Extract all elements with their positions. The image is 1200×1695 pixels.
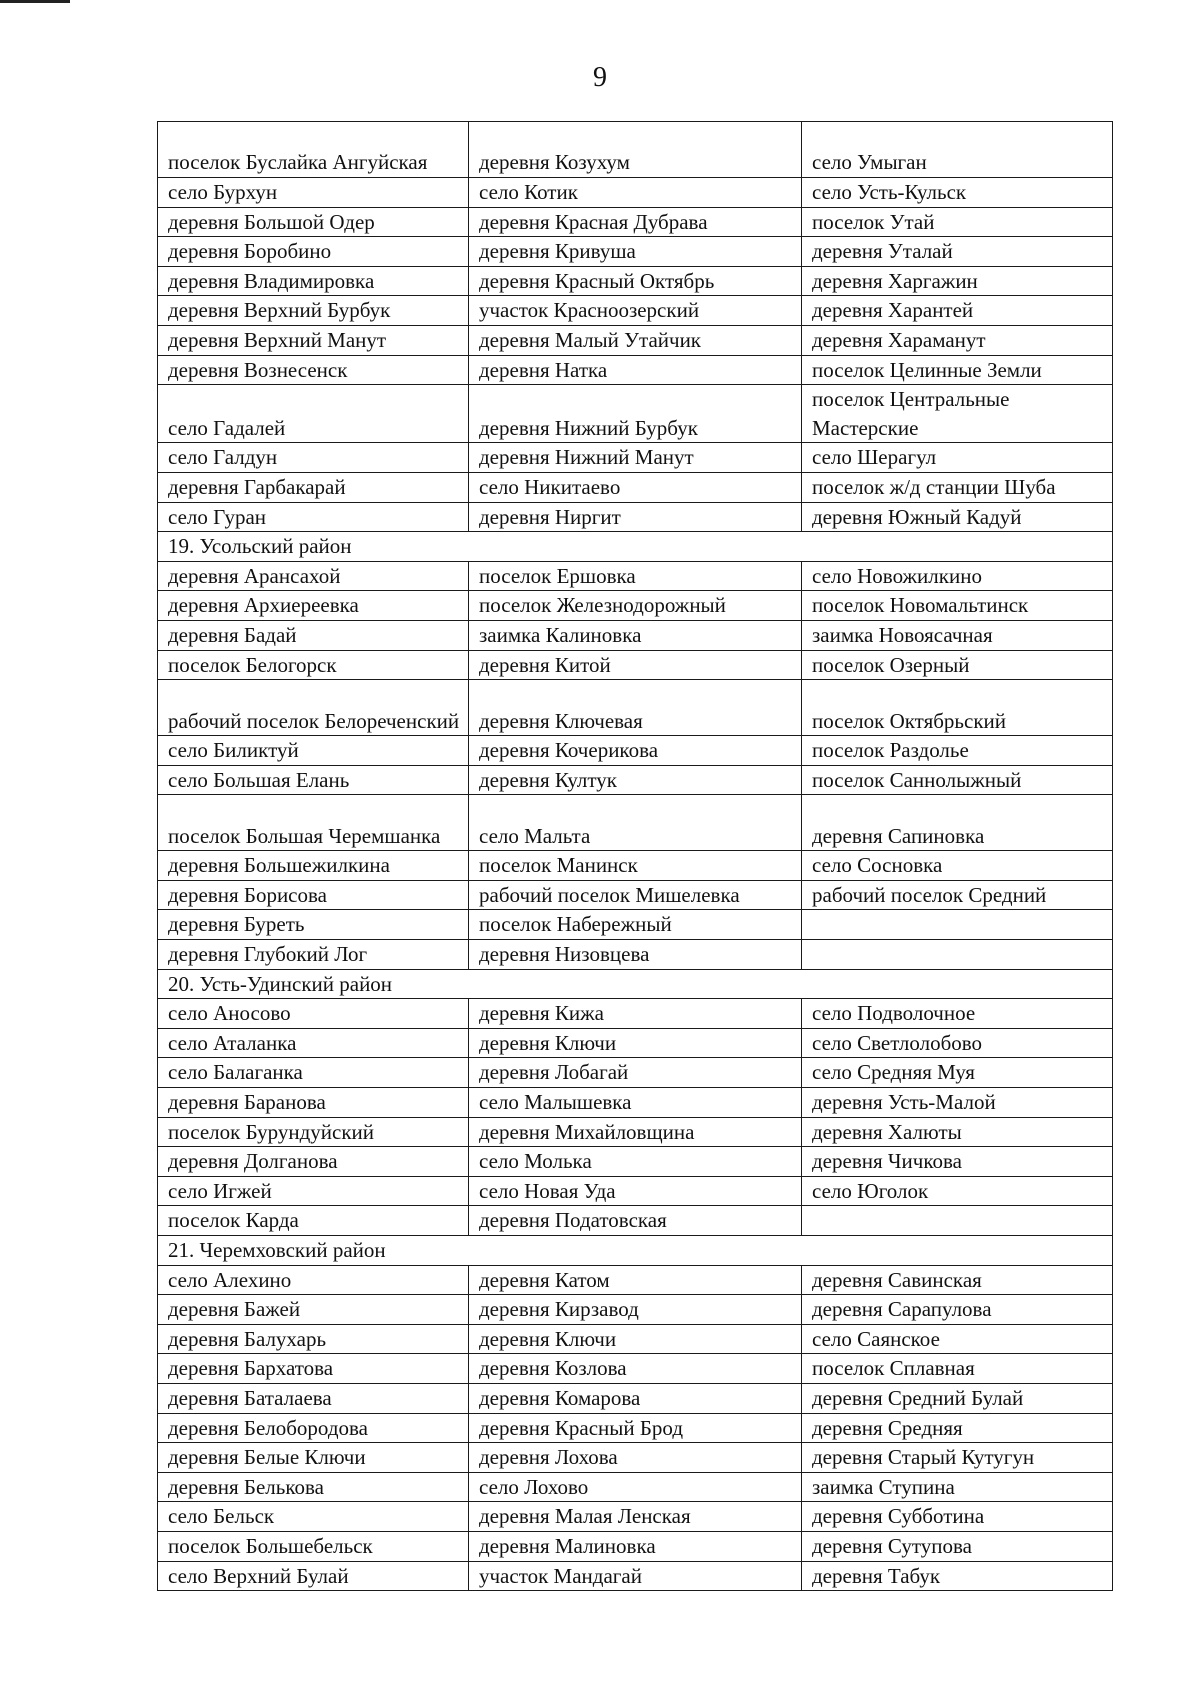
settlement-cell: деревня Бархатова <box>158 1354 469 1384</box>
table-row <box>158 1383 1113 1413</box>
settlement-cell: село Саянское <box>802 1324 1113 1354</box>
table-row <box>158 910 1113 940</box>
table-row <box>158 795 1113 851</box>
settlement-cell: село Игжей <box>158 1176 469 1206</box>
settlement-cell: поселок Новомальтинск <box>802 591 1113 621</box>
settlement-cell: деревня Кижа <box>469 999 802 1029</box>
table-row <box>158 266 1113 296</box>
settlement-cell: поселок Центральные Мастерские <box>802 385 1113 443</box>
settlement-cell: деревня Низовцева <box>469 940 802 970</box>
table-row <box>158 851 1113 881</box>
table-row <box>158 1028 1113 1058</box>
settlement-cell: поселок Ершовка <box>469 561 802 591</box>
settlement-cell: заимка Ступина <box>802 1472 1113 1502</box>
settlement-cell: село Верхний Булай <box>158 1561 469 1591</box>
settlement-cell: деревня Верхний Манут <box>158 325 469 355</box>
settlement-cell: село Аносово <box>158 999 469 1029</box>
settlement-cell: село Бельск <box>158 1502 469 1532</box>
settlement-cell: деревня Комарова <box>469 1383 802 1413</box>
table-row <box>158 765 1113 795</box>
settlement-cell: деревня Лохова <box>469 1443 802 1473</box>
settlement-cell: поселок Сплавная <box>802 1354 1113 1384</box>
settlement-cell: деревня Бадай <box>158 620 469 650</box>
settlement-cell: деревня Белобородова <box>158 1413 469 1443</box>
settlement-cell: деревня Красная Дубрава <box>469 207 802 237</box>
settlement-cell: участок Красноозерский <box>469 296 802 326</box>
table-row <box>158 1502 1113 1532</box>
table-row <box>158 880 1113 910</box>
settlement-cell: поселок Белогорск <box>158 650 469 680</box>
settlement-cell: село Котик <box>469 178 802 208</box>
settlement-cell: село Биликтуй <box>158 736 469 766</box>
table-row <box>158 325 1113 355</box>
settlement-cell: деревня Табук <box>802 1561 1113 1591</box>
settlement-cell: деревня Нижний Бурбук <box>469 385 802 443</box>
settlement-cell: поселок Бурундуйский <box>158 1117 469 1147</box>
table-row <box>158 1443 1113 1473</box>
district-header-row <box>158 1236 1113 1266</box>
settlement-cell: поселок Железнодорожный <box>469 591 802 621</box>
district-header: 19. Усольский район <box>158 532 1113 562</box>
settlement-cell: село Аталанка <box>158 1028 469 1058</box>
settlement-cell: деревня Большой Одер <box>158 207 469 237</box>
settlement-cell: деревня Податовская <box>469 1206 802 1236</box>
settlement-cell: деревня Баранова <box>158 1088 469 1118</box>
settlement-cell: деревня Белькова <box>158 1472 469 1502</box>
settlement-cell: село Средняя Муя <box>802 1058 1113 1088</box>
settlement-cell: деревня Буреть <box>158 910 469 940</box>
settlement-cell: деревня Натка <box>469 355 802 385</box>
table-row <box>158 1295 1113 1325</box>
settlement-cell: деревня Старый Кутугун <box>802 1443 1113 1473</box>
table-row <box>158 1531 1113 1561</box>
settlement-cell: деревня Боробино <box>158 237 469 267</box>
settlement-cell: деревня Сутупова <box>802 1531 1113 1561</box>
settlement-cell: деревня Гарбакарай <box>158 472 469 502</box>
settlement-cell: деревня Сапиновка <box>802 795 1113 851</box>
settlement-cell: село Большая Елань <box>158 765 469 795</box>
settlement-cell: село Балаганка <box>158 1058 469 1088</box>
table-row <box>158 940 1113 970</box>
settlements-table-body <box>158 122 1113 1591</box>
settlement-cell: деревня Красный Октябрь <box>469 266 802 296</box>
settlement-cell: деревня Халюты <box>802 1117 1113 1147</box>
settlement-cell: поселок Буслайка Ангуйская <box>158 122 469 178</box>
settlement-cell: село Гуран <box>158 502 469 532</box>
settlement-cell: деревня Кривуша <box>469 237 802 267</box>
settlement-cell: поселок Октябрьский <box>802 680 1113 736</box>
settlement-cell: поселок Карда <box>158 1206 469 1236</box>
table-row <box>158 472 1113 502</box>
settlements-table <box>157 121 1113 1591</box>
table-row <box>158 1354 1113 1384</box>
settlement-cell: село Сосновка <box>802 851 1113 881</box>
table-row <box>158 1176 1113 1206</box>
settlement-cell: деревня Китой <box>469 650 802 680</box>
table-row <box>158 1058 1113 1088</box>
settlement-cell: село Шерагул <box>802 443 1113 473</box>
settlement-cell: село Бурхун <box>158 178 469 208</box>
table-row <box>158 620 1113 650</box>
table-row <box>158 385 1113 443</box>
scan-edge-mark <box>0 0 70 3</box>
settlement-cell: деревня Ключи <box>469 1028 802 1058</box>
table-row <box>158 1147 1113 1177</box>
settlement-cell: деревня Лобагай <box>469 1058 802 1088</box>
settlement-cell: деревня Малая Ленская <box>469 1502 802 1532</box>
settlement-cell: село Молька <box>469 1147 802 1177</box>
settlement-cell: деревня Катом <box>469 1265 802 1295</box>
settlement-cell: деревня Харантей <box>802 296 1113 326</box>
settlement-cell: деревня Ключевая <box>469 680 802 736</box>
settlement-cell: деревня Ключи <box>469 1324 802 1354</box>
settlement-cell: заимка Калиновка <box>469 620 802 650</box>
table-row <box>158 1324 1113 1354</box>
table-row <box>158 1117 1113 1147</box>
settlement-cell: деревня Усть-Малой <box>802 1088 1113 1118</box>
settlement-cell: поселок Большая Черемшанка <box>158 795 469 851</box>
settlement-cell: поселок Набережный <box>469 910 802 940</box>
settlement-cell: деревня Кирзавод <box>469 1295 802 1325</box>
settlement-cell: село Юголок <box>802 1176 1113 1206</box>
settlement-cell <box>802 910 1113 940</box>
settlement-cell: деревня Красный Брод <box>469 1413 802 1443</box>
settlement-cell: деревня Средний Булай <box>802 1383 1113 1413</box>
settlement-cell: деревня Савинская <box>802 1265 1113 1295</box>
settlement-cell: село Светлолобово <box>802 1028 1113 1058</box>
settlement-cell: деревня Михайловщина <box>469 1117 802 1147</box>
settlement-cell: деревня Владимировка <box>158 266 469 296</box>
table-row <box>158 999 1113 1029</box>
table-row <box>158 178 1113 208</box>
settlement-cell: деревня Борисова <box>158 880 469 910</box>
district-header: 20. Усть-Удинский район <box>158 969 1113 999</box>
settlement-cell: деревня Субботина <box>802 1502 1113 1532</box>
settlement-cell: деревня Долганова <box>158 1147 469 1177</box>
table-row <box>158 736 1113 766</box>
settlement-cell: заимка Новоясачная <box>802 620 1113 650</box>
settlement-cell: деревня Чичкова <box>802 1147 1113 1177</box>
table-row <box>158 650 1113 680</box>
settlement-cell: деревня Малиновка <box>469 1531 802 1561</box>
settlement-cell: деревня Ниргит <box>469 502 802 532</box>
settlement-cell: деревня Белые Ключи <box>158 1443 469 1473</box>
settlement-cell: село Новая Уда <box>469 1176 802 1206</box>
settlement-cell: деревня Архиереевка <box>158 591 469 621</box>
settlement-cell: деревня Баталаева <box>158 1383 469 1413</box>
settlement-cell: село Гадалей <box>158 385 469 443</box>
settlement-cell: поселок Утай <box>802 207 1113 237</box>
table-row <box>158 296 1113 326</box>
settlement-cell: поселок Раздолье <box>802 736 1113 766</box>
settlement-cell: деревня Козухум <box>469 122 802 178</box>
settlement-cell: деревня Култук <box>469 765 802 795</box>
table-row <box>158 1088 1113 1118</box>
district-header-row <box>158 532 1113 562</box>
settlement-cell: деревня Уталай <box>802 237 1113 267</box>
settlement-cell <box>802 1206 1113 1236</box>
settlement-cell: деревня Нижний Манут <box>469 443 802 473</box>
settlement-cell <box>802 940 1113 970</box>
table-row <box>158 122 1113 178</box>
settlement-cell: село Никитаево <box>469 472 802 502</box>
district-header: 21. Черемховский район <box>158 1236 1113 1266</box>
table-row <box>158 680 1113 736</box>
table-row <box>158 1265 1113 1295</box>
settlement-cell: деревня Верхний Бурбук <box>158 296 469 326</box>
settlement-cell: поселок Большебельск <box>158 1531 469 1561</box>
settlement-cell: поселок Целинные Земли <box>802 355 1113 385</box>
table-row <box>158 1206 1113 1236</box>
table-row <box>158 1413 1113 1443</box>
settlement-cell: деревня Сарапулова <box>802 1295 1113 1325</box>
table-row <box>158 1561 1113 1591</box>
settlement-cell: село Подволочное <box>802 999 1113 1029</box>
settlement-cell: село Лохово <box>469 1472 802 1502</box>
settlement-cell: село Галдун <box>158 443 469 473</box>
table-row <box>158 237 1113 267</box>
settlement-cell: поселок Саннолыжный <box>802 765 1113 795</box>
table-row <box>158 561 1113 591</box>
settlement-cell: деревня Балухарь <box>158 1324 469 1354</box>
settlement-cell: деревня Глубокий Лог <box>158 940 469 970</box>
settlement-cell: деревня Харгажин <box>802 266 1113 296</box>
settlement-cell: поселок Манинск <box>469 851 802 881</box>
settlement-cell: деревня Южный Кадуй <box>802 502 1113 532</box>
settlement-cell: поселок Озерный <box>802 650 1113 680</box>
settlement-cell: село Малышевка <box>469 1088 802 1118</box>
settlement-cell: участок Мандагай <box>469 1561 802 1591</box>
settlement-cell: деревня Козлова <box>469 1354 802 1384</box>
settlement-cell: село Умыган <box>802 122 1113 178</box>
table-row <box>158 591 1113 621</box>
table-row <box>158 355 1113 385</box>
settlement-cell: деревня Малый Утайчик <box>469 325 802 355</box>
page-number: 9 <box>593 62 607 93</box>
settlement-cell: деревня Хараманут <box>802 325 1113 355</box>
settlement-cell: рабочий поселок Белореченский <box>158 680 469 736</box>
table-row <box>158 1472 1113 1502</box>
table-row <box>158 443 1113 473</box>
district-header-row <box>158 969 1113 999</box>
table-row <box>158 207 1113 237</box>
settlement-cell: село Алехино <box>158 1265 469 1295</box>
settlement-cell: деревня Бажей <box>158 1295 469 1325</box>
settlement-cell: село Новожилкино <box>802 561 1113 591</box>
settlement-cell: деревня Большежилкина <box>158 851 469 881</box>
settlement-cell: рабочий поселок Мишелевка <box>469 880 802 910</box>
settlement-cell: поселок ж/д станции Шуба <box>802 472 1113 502</box>
settlement-cell: село Мальта <box>469 795 802 851</box>
settlement-cell: село Усть-Кульск <box>802 178 1113 208</box>
settlement-cell: деревня Арансахой <box>158 561 469 591</box>
settlement-cell: деревня Средняя <box>802 1413 1113 1443</box>
settlement-cell: деревня Вознесенск <box>158 355 469 385</box>
settlement-cell: деревня Кочерикова <box>469 736 802 766</box>
settlement-cell: рабочий поселок Средний <box>802 880 1113 910</box>
table-row <box>158 502 1113 532</box>
